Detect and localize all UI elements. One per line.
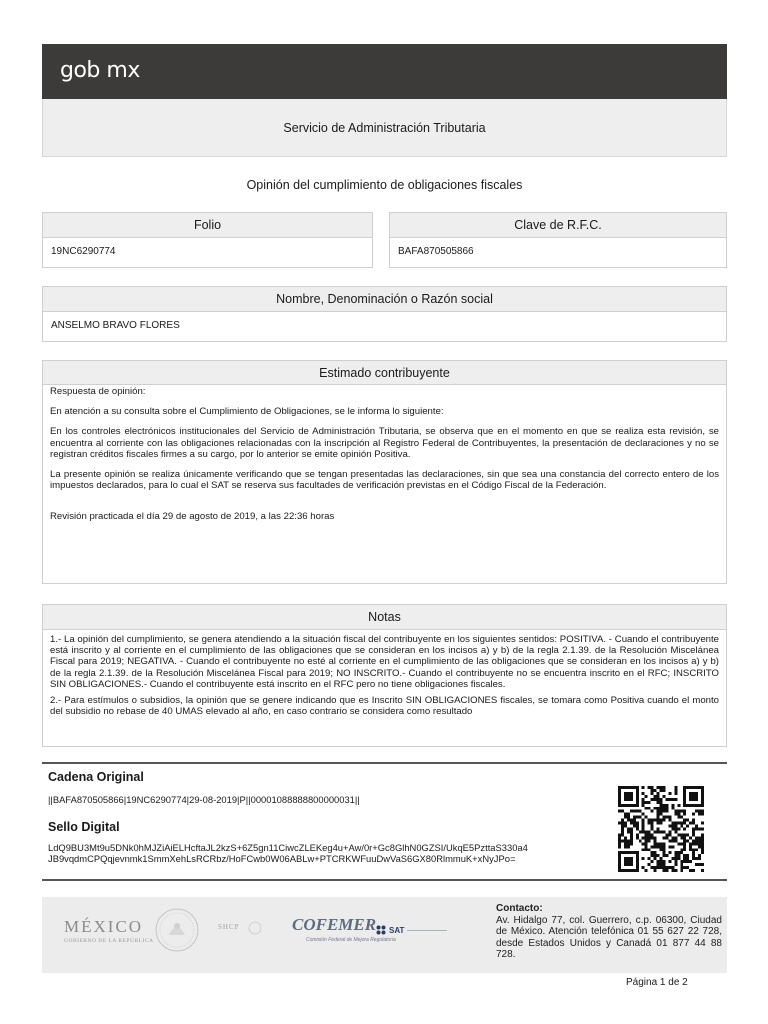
estimado-p2: En atención a su consulta sobre el Cumplimiento de Obligaciones, se le informa lo siguiente: xyxy=(50,406,444,418)
page-number: Página 1 de 2 xyxy=(626,977,688,988)
national-seal-icon xyxy=(154,907,200,953)
folio-label: Folio xyxy=(43,213,372,238)
cofemer-logo: COFEMER xyxy=(292,915,377,934)
sello-label: Sello Digital xyxy=(48,820,120,834)
notas-body xyxy=(43,630,726,726)
shcp-logo: SHCP xyxy=(218,923,240,931)
qr-code-icon xyxy=(618,786,704,872)
cadena-value: ||BAFA870505866|19NC6290774|29-08-2019|P||00001088888800000031|| xyxy=(48,794,360,805)
divider-top xyxy=(42,762,727,764)
footer xyxy=(42,897,727,973)
estimado-p4: La presente opinión se realiza únicamente verificando que se tengan presentadas las declaraciones, sin que sea una constancia del correcto entero de los impuestos declarados, para lo cual el SAT se reserva sus facultades de verificación previstas en el Código Fiscal de la Federación. xyxy=(50,469,719,492)
estimado-body xyxy=(43,385,726,523)
shcp-emblem-icon xyxy=(248,921,262,935)
sat-logo-line xyxy=(407,930,447,931)
nombre-box xyxy=(42,286,727,342)
estimado-p3: En los controles electrónicos institucionales del Servicio de Administración Tributaria, se observa que en el momento en que se realiza esta revisión, se encuentra al corriente con las obligaciones relacionadas con la inscripción al Registro Federal de Contribuyentes, la presentación de declaraciones y no se registran créditos fiscales firmes a su cargo, por lo anterior se emite opinión Positiva. xyxy=(50,426,719,460)
contact-text: Av. Hidalgo 77, col. Guerrero, c.p. 06300, Ciudad de México. Atención telefónica 01 55 627 22 728, desde Estados Unidos y Canadá 01 877 44 88 728. xyxy=(496,914,722,960)
sat-logo xyxy=(376,925,447,935)
mexico-logo: MÉXICO xyxy=(64,917,144,936)
gobierno-label: GOBIERNO DE LA REPÚBLICA xyxy=(64,938,154,944)
rfc-label: Clave de R.F.C. xyxy=(390,213,726,238)
estimado-p1: Respuesta de opinión: xyxy=(50,386,146,397)
sat-dots-icon xyxy=(376,925,386,935)
folio-value: 19NC6290774 xyxy=(51,246,116,257)
nota-1: 1.- La opinión del cumplimiento, se genera atendiendo a la situación fiscal del contribuyente en los siguientes sentidos: POSITIVA. - Cuando el contribuyente está inscrito y al corriente en el cumplimiento de las obligaciones que se consideran en los incisos a) y b) de la regla 2.1.39. de la Resolución Miscelánea Fiscal para 2019; NEGATIVA. - Cuando el contribuyente no esté al corriente en el cumplimiento de las obligaciones que se consideran en los incisos a) y b) de la regla 2.1.39. de la Resolución Miscelánea Fiscal para 2019; NO INSCRITO.- Cuando el contribuyente no se encuentra inscrito en el RFC; INSCRITO SIN OBLIGACIONES.- Cuando el contribuyente está inscrito en el RFC pero no tiene obligaciones fiscales. xyxy=(50,634,719,690)
estimado-p5: Revisión practicada el día 29 de agosto de 2019, a las 22:36 horas xyxy=(50,511,335,523)
cadena-label: Cadena Original xyxy=(48,770,144,784)
agency-name: Servicio de Administración Tributaria xyxy=(283,120,486,135)
notas-title: Notas xyxy=(43,605,726,630)
divider-bottom xyxy=(42,879,727,881)
nombre-value: ANSELMO BRAVO FLORES xyxy=(51,320,180,331)
gobmx-logo: gob mx xyxy=(60,58,140,83)
nota-2: 2.- Para estímulos o subsidios, la opinión que se genere indicando que es Inscrito SIN OBLIGACIONES fiscales, se tomara como Positiva cuando el monto del subsidio no rebase de 40 UMAS elevado al año, en caso contrario se considera como resultado xyxy=(50,695,719,718)
notas-box xyxy=(42,604,727,747)
estimado-box xyxy=(42,360,727,584)
sello-line-1: LdQ9BU3Mt9u5DNk0hMJZiAiELHcftaJL2kzS+6Z5gn11CiwcZLEKeg4u+Aw/0r+Gc8GlhN0GZSI/UkqE5PzttaS330a4 xyxy=(48,842,528,853)
contact-label: Contacto: xyxy=(496,903,543,914)
cofemer-subtitle: Comisión Federal de Mejora Regulatoria xyxy=(306,937,396,943)
rfc-value: BAFA870505866 xyxy=(398,246,474,257)
nombre-label: Nombre, Denominación o Razón social xyxy=(43,287,726,312)
sello-line-2: JB9vqdmCPQqjevnmk1SmmXehLsRCRbz/HoFCwb0W06ABLw+PTCRKWFuuDwVaS6GX80RlmmuK+xNyJPo= xyxy=(48,853,516,864)
header-bar xyxy=(42,44,727,99)
estimado-title: Estimado contribuyente xyxy=(43,361,726,385)
document-title: Opinión del cumplimiento de obligaciones fiscales xyxy=(246,178,523,192)
folio-box xyxy=(42,212,373,268)
rfc-box xyxy=(389,212,727,268)
agency-band xyxy=(42,99,727,157)
contact-block xyxy=(496,903,722,961)
sat-logo-text: SAT xyxy=(389,925,405,935)
